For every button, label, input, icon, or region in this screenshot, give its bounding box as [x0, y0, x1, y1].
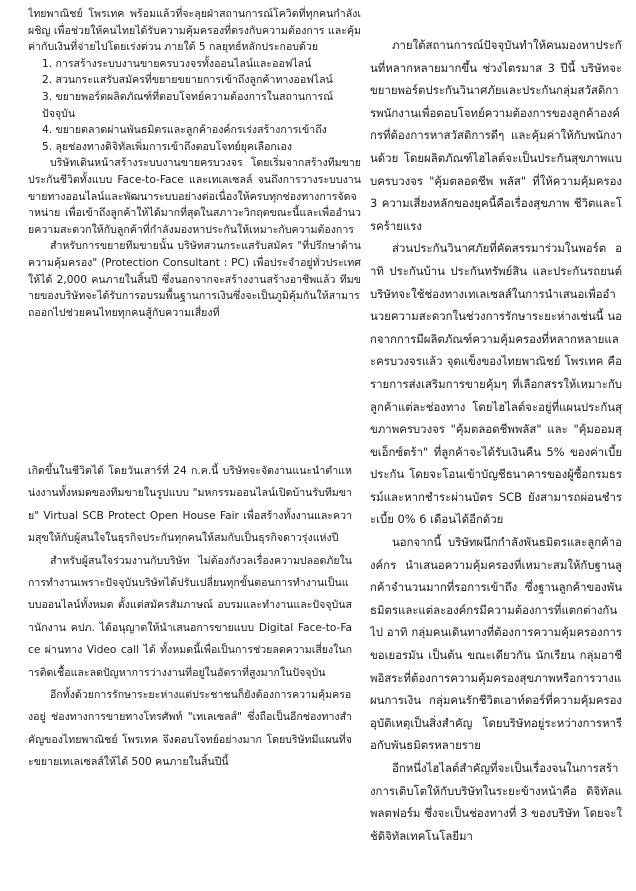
sales-system-paragraph: บริษัทเดินหน้าสร้างระบบงานขายครบวงจร โดยเริ่มจากสร้างทีมขายประกันชีวิตทั้งแบบ Face-to-Face และเทเลเซลล์ จนถึงการวางระบบงานขายทางออนไลน์และพัฒนาระบบอย่างต่อเนื่องให้ครบทุกช่องทางการจัดจำหน่าย เพื่อเข้าถึงลูกค้าให้ได้มากที่สุดในสภาวะวิกฤตขณะนี้และเพื่ออำนวยความสะดวกให้กับลูกค้าที่กำลังมองหาประกันให้เหมาะกับความต้องการ — [28, 157, 361, 236]
strategy-item-4: 4. ขยายตลาดผ่านพันธมิตรและลูกค้าองค์กรเร่งสร้างการเข้าถึง — [42, 124, 327, 137]
partners-paragraph: นอกจากนี้ บริษัทผนึกกำลังพันธมิตรและลูกค้าองค์กร นำเสนอความคุ้มครองที่เหมาะสมให้กับฐานลูกค้าจำนวนมากที่รอการเข้าถึง ซึ่งฐานลูกค้าของพันธมิตรและแต่ละองค์กรมีความต้องการที่แตกต่างกันไป อาทิ กลุ่มคนเดินทางที่ต้องการความคุ้มครองการขอเยอรมัน เป็นต้น ขณะเดียวกัน นักเรียน กลุ่มอาชีพอิสระที่ต้องการความคุ้มครองสุขภาพหรือการวางแผนการเงิน กลุ่มคนรักชีวิตเอาท์ดอร์ที่ความคุ้มครองอุบัติเหตุเป็นสิ่งสำคัญ โดยบริษัทอยู่ระหว่างการหารือกับพันธมิตรหลายราย — [370, 535, 622, 753]
sales-team-paragraph: สำหรับการขยายทีมขายนั้น บริษัทสวนกระแสรับสมัคร "ที่ปรึกษาด้านความคุ้มครอง" (Protection Consultant : PC) เพื่อประจำอยู่ทั่วประเทศให้ได้ 2,000 คนภายในสิ้นปี ซึ่งนอกจากจะสร้างงานสร้างอาชีพแล้ว ทีมขายของบริษัทจะได้รับการอบรมพื้นฐานการเงินซึ่งจะเป็นภูมิคุ้มกันให้สามารถออกไปช่วยคนไทยทุกคนสู้กับความเสี่ยงที่ — [28, 240, 361, 319]
strategy-item-3: 3. ขยายพอร์ตผลิตภัณฑ์ที่ตอบโจทย์ความต้องการในสถานการณ์ปัจจุบัน — [42, 90, 334, 120]
digital-platform-paragraph: อีกหนึ่งไฮไลต์สำคัญที่จะเป็นเรื่องจนในการสร้างการเติบโตให้กับบริษัทในระยะข้างหน้าคือ ดิจิทัลแพลตฟอร์ม ซึ่งจะเป็นช่องทางที่ 3 ของบริษัท โดยจะใช้ดิจิทัลเทคโนโลยีมา — [370, 761, 622, 843]
strategy-item-1: 1. การสร้างระบบงานขายครบวงจรทั้งออนไลน์และออฟไลน์ — [42, 57, 312, 70]
applicant-safety-paragraph: สำหรับผู้สนใจร่วมงานกับบริษัท ไม่ต้องกังวลเรื่องความปลอดภัยในการทำงานเพราะปัจจุบันบริษัทได้ปรับเปลี่ยนทุกขั้นตอนการทำงานเป็นแบบออนไลน์ทั้งหมด ตั้งแต่สมัครสัมภาษณ์ อบรมและทำงานและปัจจุบันสำนักงาน คปภ. ได้อนุญาตให้นำเสนอการขายแบบ Digital Face-to-Face ผ่านทาง Video call ได้ ทั้งหมดนี้เพื่อเป็นการช่วยลดความเสี่ยงในการติดเชื้อและลดปัญหาการว่างงานที่อยู่ในอัตราที่สูงมากในปัจจุบัน — [28, 554, 352, 679]
strategy-item-2: 2. สวนกระแสรับสมัครที่ขยายขยายการเข้าถึงลูกค้าทางออฟไลน์ — [42, 74, 333, 87]
non-life-insurance-paragraph: ส่วนประกันวินาศภัยที่คัดสรรมาร่วมในพอร์ต อาทิ ประกันบ้าน ประกันทรัพย์สิน และประกันรถยนต์ บริษัทจะใช้ช่องทางเทเลเซลส์ในการนำเสนอเพื่ออำนวยความสะดวกในช่วงการรักษาระยะห่างเช่นนี้ นอกจากการมีผลิตภัณฑ์ความคุ้มครองที่หลากหลายและครบวงจรแล้ว จุดแข็งของไทยพาณิชย์ โพรเทค คือ รายการส่งเสริมการขายคุ้มๆ ที่เลือกสรรให้เหมาะกับลูกค้าแต่ละช่องทาง โดยไฮไลต์จะอยู่ที่แผนประกันสุขภาพครบวงจร "คุ้มตลอดชีพพลัส" และ "คุ้มออมสุขเอ็กซ์ตร้า" ที่ลูกค้าจะได้รับเงินคืน 5% ของค่าเบี้ยประกัน โดยจะโอนเข้าบัญชีธนาคารของผู้ซื้อกรมธรรม์และหากชำระผ่านบัตร SCB ยังสามารถผ่อนชำระเบี้ย 0% 6 เดือนได้อีกด้วย — [370, 241, 622, 527]
strategy-item-5: 5. ลุยช่องทางดิจิทัลเพิ่มการเข้าถึงตอบโจทย์ยุคเลือกเอง — [42, 140, 292, 153]
intro-paragraph: ไทยพาณิชย์ โพรเทค พร้อมแล้วที่จะลุยฝ่าสถานการณ์โควิดที่ทุกคนกำลังเผชิญ เพื่อช่วยให้คนไทยได้รับความคุ้มครองที่ตรงกับความต้องการ และคุ้มค่ากับเงินที่จ่ายไปโดยเร่งด่วน ภายใต้ 5 กลยุทธ์หลักประกอบด้วย — [28, 8, 361, 54]
telesales-paragraph: อีกทั้งด้วยการรักษาระยะห่างแต่ประชาชนก็ยังต้องการความคุ้มครองอยู่ ช่องทางการขายทางโทรศัพท์ "เทเลเซลส์" ซึ่งถือเป็นอีกช่องทางสำคัญของไทยพาณิชย์ โพรเทค จึงตอบโจทย์อย่างมาก โดยบริษัทมีแผนที่จะขยายเทเลเซลส์ให้ได้ 500 คนภายในสิ้นปีนี้ — [28, 689, 352, 769]
left-column-top — [28, 6, 361, 352]
product-portfolio-paragraph: ภายใต้สถานการณ์ปัจจุบันทำให้คนมองหาประกันที่หลากหลายมากขึ้น ช่วงไตรมาส 3 ปีนี้ บริษัทจะขยายพอร์ตประกันวินาศภัยและประกันกลุ่มสวัสดิการพนักงานเพื่อตอบโจทย์ความต้องการของลูกค้าองค์กรที่ต้องการหาสวัสดิการดีๆ และคุ้มค่าให้กับพนักงานด้วย โดยผลิตภัณฑ์ไฮไลต์จะเป็นประกันสุขภาพแบบครบวงจร "คุ้มตลอดชีพ พลัส" ที่ให้ความคุ้มครอง 3 ความเสี่ยงหลักของยุคนี้คือเรื่องสุขภาพ ชีวิตและโรคร้ายแรง — [370, 38, 622, 233]
right-column — [370, 34, 622, 889]
left-column-bottom — [28, 460, 352, 890]
open-house-paragraph: เกิดขึ้นในชีวิตได้ โดยวันเสาร์ที่ 24 ก.ค.นี้ บริษัทจะจัดงานแนะนำตำแหน่งงานทั้งหมดของทีมขายในรูปแบบ "มหกรรมออนไลน์เปิดบ้านรับทีมขาย" Virtual SCB Protect Open House Fair เพื่อสร้างทั้งงานและความสุขให้กับผู้สนใจในธุรกิจประกันทุกคนให้สมกับเป็นธุรกิจดาวรุ่งแห่งปี — [28, 465, 352, 545]
